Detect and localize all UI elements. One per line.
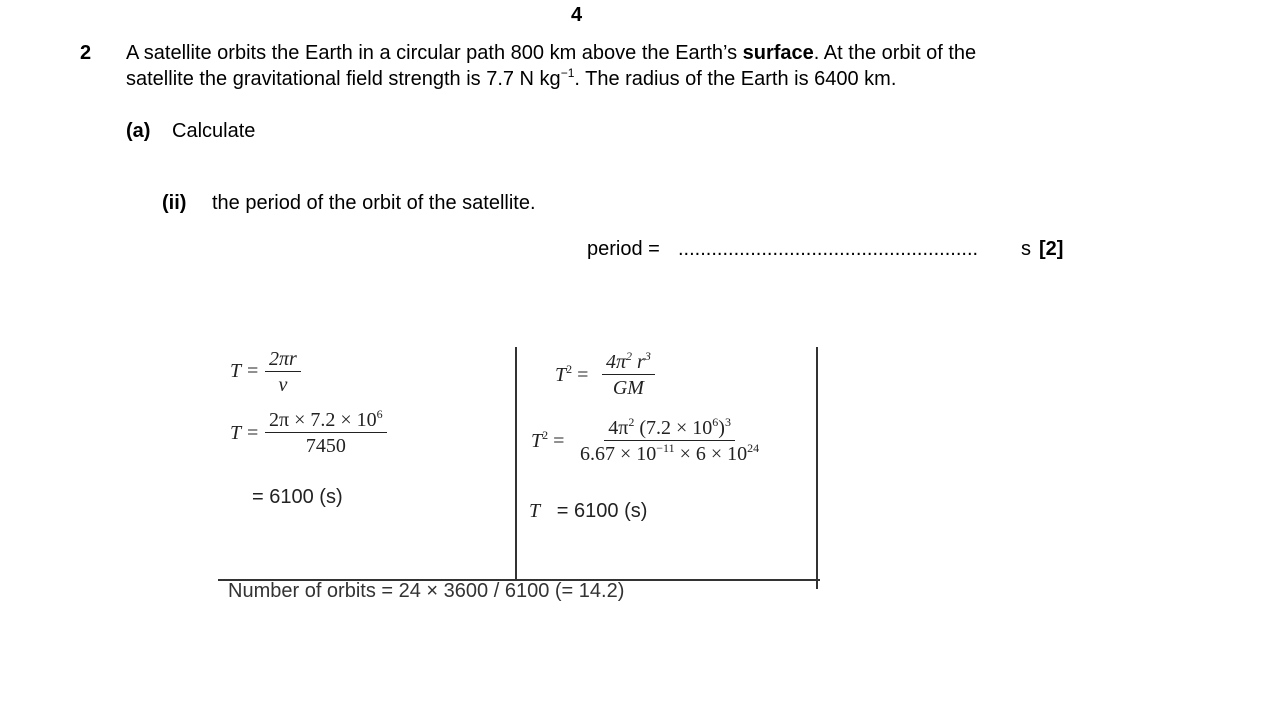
right-eq1-num-exp2: 3	[644, 349, 651, 363]
right-eq1-equals: =	[577, 364, 589, 386]
part-a-label: (a)	[126, 120, 151, 142]
page-number: 4	[571, 4, 583, 26]
right-eq2-den-exp1: −11	[656, 441, 675, 455]
left-eq2-denominator: 7450	[305, 435, 346, 457]
right-eq1-denominator: GM	[612, 377, 644, 399]
question-line-2-end: . The radius of the Earth is 6400 km.	[574, 68, 897, 90]
left-eq2-fraction	[265, 408, 387, 459]
right-result	[529, 500, 647, 523]
answer-marks: [2]	[1039, 238, 1064, 260]
right-eq2-num-exp3: 3	[724, 415, 731, 429]
question-line-1-bold: surface	[742, 42, 814, 64]
right-eq2-num-a: 4π	[608, 417, 629, 439]
answer-unit: s	[1021, 238, 1031, 260]
cut-off-text-clip	[228, 580, 628, 602]
part-ii-label: (ii)	[162, 192, 187, 214]
table-divider	[515, 347, 517, 581]
question-line-2-start: satellite the gravitational field strength is 7.7 N kg	[126, 68, 561, 90]
question-line-2-superscript: −1	[560, 66, 575, 80]
right-eq1-num-exp1: 2	[626, 349, 633, 363]
question-line-1-end: . At the orbit of the	[813, 42, 977, 64]
right-eq2-equals: =	[553, 430, 565, 452]
right-result-T: T	[529, 500, 541, 522]
right-eq2-den-exp2: 24	[747, 441, 760, 455]
right-eq2-num-exp1: 2	[628, 415, 635, 429]
right-eq2-num-exp2: 6	[712, 415, 719, 429]
left-eq1-lhs: T =	[230, 360, 260, 382]
right-eq2-den-a: 6.67 × 10	[580, 443, 657, 465]
question-line-1-start: A satellite orbits the Earth in a circular path 800 km above the Earth’s	[126, 42, 743, 64]
right-eq1-num-b: r	[632, 351, 645, 373]
right-result-value: = 6100 (s)	[556, 500, 648, 522]
left-eq2-lhs: T =	[230, 422, 260, 444]
right-eq1-T-exponent: 2	[566, 362, 573, 376]
left-eq1-denominator: v	[278, 374, 288, 396]
right-eq2-fraction	[580, 416, 759, 467]
answer-label: period =	[587, 238, 660, 260]
left-eq1-fraction	[265, 347, 301, 398]
part-a-text: Calculate	[172, 120, 256, 142]
question-line-2	[126, 66, 896, 92]
right-eq2-T: T	[531, 430, 543, 452]
answer-dots[interactable]: ......................................................	[678, 238, 979, 260]
cut-off-text: Number of orbits = 24 × 3600 / 6100 (= 14.2)	[228, 580, 625, 602]
left-eq2-numerator: 2π × 7.2 × 10	[269, 409, 377, 431]
right-eq2-T-exponent: 2	[542, 428, 549, 442]
left-result: = 6100 (s)	[252, 486, 343, 508]
right-eq2-den-b: × 6 × 10	[674, 443, 748, 465]
right-eq1-num-a: 4π	[606, 351, 627, 373]
part-ii-text: the period of the orbit of the satellite.	[212, 192, 536, 214]
right-eq2-num-b: (7.2 × 10	[634, 417, 713, 439]
table-right-border	[816, 347, 818, 589]
left-eq2-numerator-exponent: 6	[376, 407, 383, 421]
question-line-1	[126, 40, 976, 66]
question-number: 2	[80, 42, 92, 64]
left-eq1-numerator: 2πr	[265, 347, 301, 372]
right-eq1-T: T	[555, 364, 567, 386]
right-eq1-fraction	[602, 350, 655, 401]
right-eq2-num-c: )	[718, 417, 725, 439]
